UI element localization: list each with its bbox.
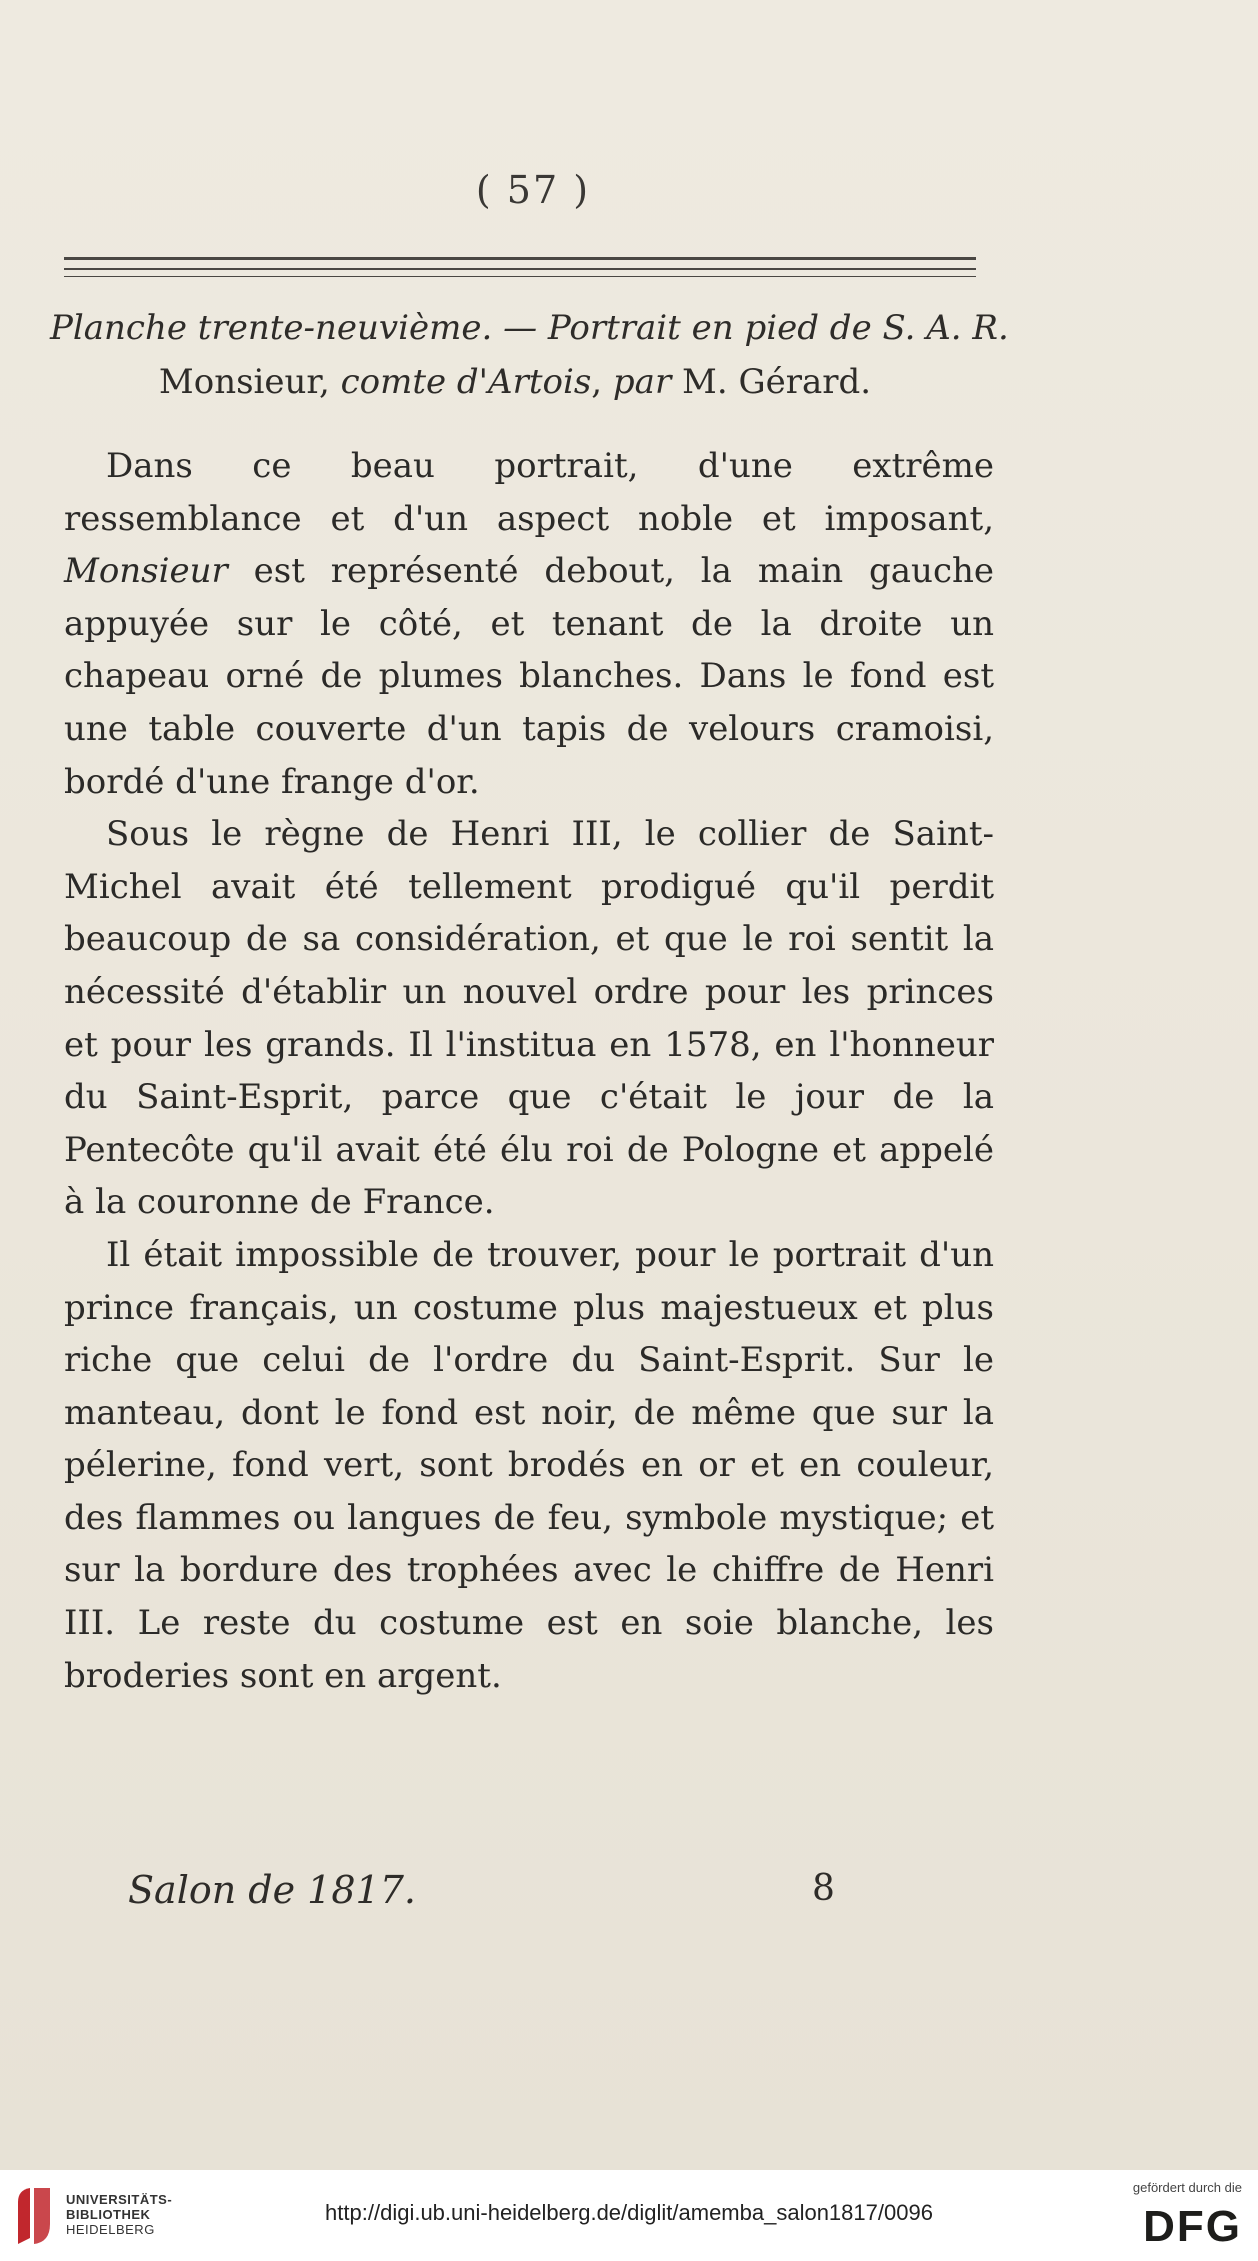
heading-comma: , <box>591 362 613 402</box>
plate-heading-line1: Planche trente-neuvième. — Portrait en pied de S. A. R. <box>50 308 1009 348</box>
footer-title: Salon de 1817. <box>128 1868 416 1912</box>
library-line1: UNIVERSITÄTS- <box>66 2192 173 2207</box>
plate-heading-line2 <box>50 362 980 402</box>
body-text <box>64 440 994 1702</box>
paragraph-3: Il était impossible de trouver, pour le portrait d'un prince français, un costume plus majestueux et plus riche que celui de l'ordre du Saint-Esprit. Sur le manteau, dont le fond est noir, de même que sur la pélerine, fond vert, sont brodés en or et en couleur, des flammes ou langues de feu, symbole mystique; et sur la bordure des trophées avec le chiffre de Henri III. Le reste du costume est en soie blanche, les broderies sont en argent. <box>64 1234 994 1696</box>
heading-artist: M. Gérard. <box>671 362 872 402</box>
digitization-banner <box>0 2170 1258 2261</box>
paragraph-1-start: Dans ce beau portrait, d'une extrême ressemblance et d'un aspect noble et imposant, <box>64 446 994 539</box>
library-line3: HEIDELBERG <box>66 2222 155 2237</box>
funded-by-label: gefördert durch die <box>1132 2180 1242 2195</box>
header-rule-thick <box>64 257 976 260</box>
paragraph-1-monsieur: Monsieur <box>64 551 228 592</box>
permalink-url[interactable]: http://digi.ub.uni-heidelberg.de/diglit/amemba_salon1817/0096 <box>325 2200 933 2225</box>
paragraph-2: Sous le règne de Henri III, le collier de Saint-Michel avait été tellement prodigué qu'il perdit beaucoup de sa considération, et que le roi sentit la nécessité d'établir un nouvel ordre pour les princes et pour les grands. Il l'institua en 1578, en l'honneur du Saint-Esprit, parce que c'était le jour de la Pentecôte qu'il avait été élu roi de Pologne et appelé à la couronne de France. <box>64 814 994 1223</box>
header-rule-thin <box>64 276 976 277</box>
paragraph-1-end: est représenté debout, la main gauche appuyée sur le côté, et tenant de la droite un chapeau orné de plumes blanches. Dans le fond est une table couverte d'un tapis de velours cramoisi, bordé d'une frange d'or. <box>64 551 994 802</box>
heading-par: par <box>612 362 672 402</box>
paragraph-1 <box>64 440 994 808</box>
heading-title: comte d'Artois <box>340 362 592 402</box>
library-line2: BIBLIOTHEK <box>66 2207 151 2222</box>
dfg-logo: DFG <box>1143 2202 1242 2251</box>
heading-subject: Monsieur, <box>158 362 341 402</box>
footer-signature: 8 <box>812 1868 835 1909</box>
header-rule-middle <box>64 268 976 270</box>
page-number: ( 57 ) <box>475 168 591 212</box>
